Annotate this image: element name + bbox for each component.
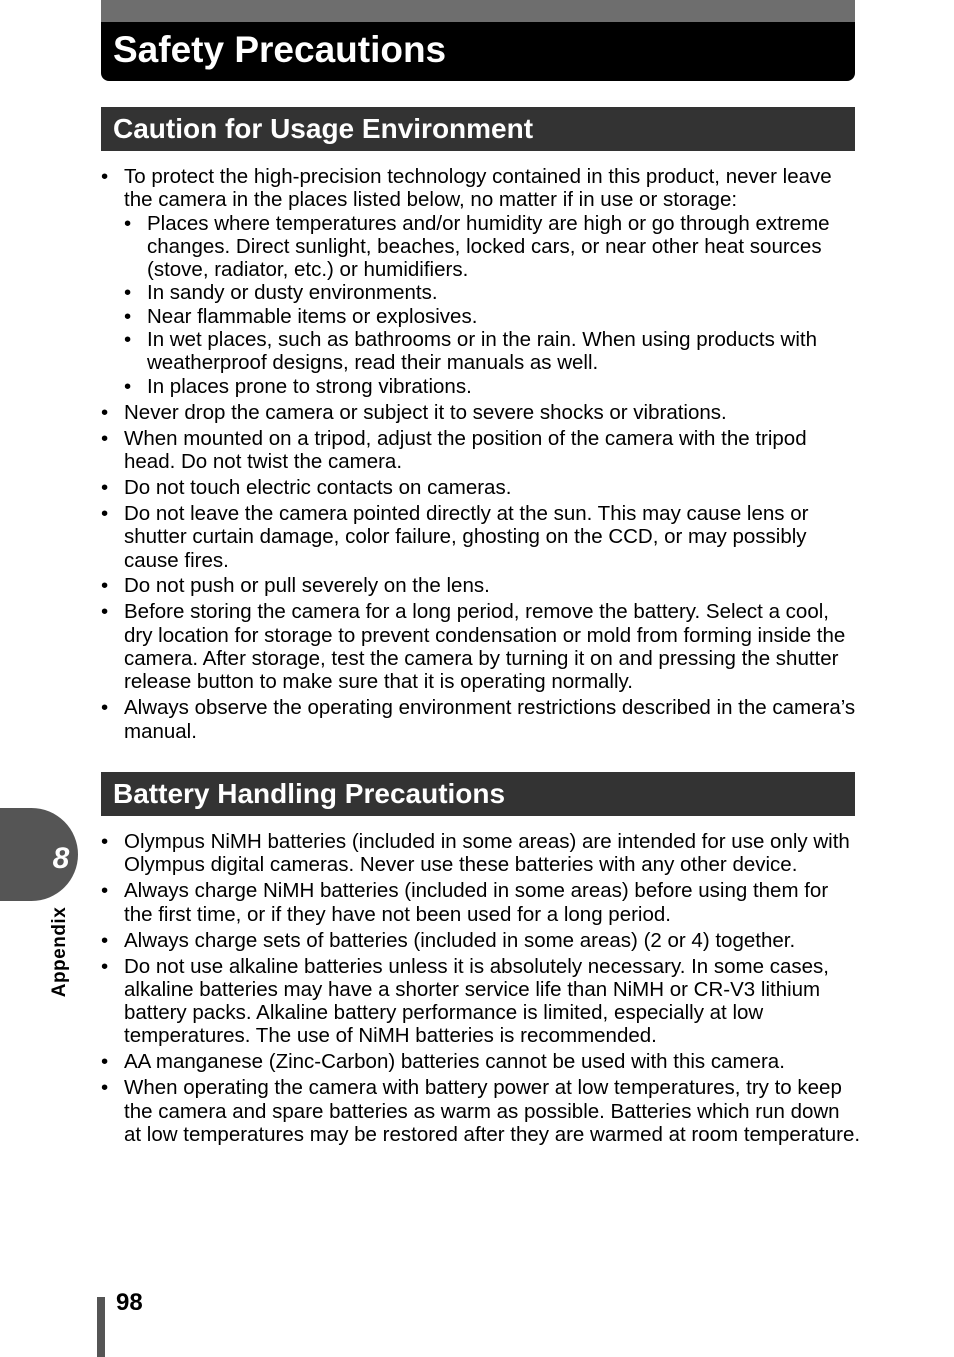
page-number-bar [97,1297,105,1357]
list-item: • Never drop the camera or subject it to severe shocks or vibrations. [101,401,861,424]
list-item: • Before storing the camera for a long period, remove the battery. Select a cool, dry location for storage to prevent condensation or mold from forming inside the camera. After storage, test the camera by turning it on and pressing the shutter release button to make sure that it is operating normally. [101,600,861,693]
list-item: • Always observe the operating environment restrictions described in the camera’s manual. [101,696,861,743]
list-item: • AA manganese (Zinc-Carbon) batteries cannot be used with this camera. [101,1050,861,1073]
list-item: • Always charge sets of batteries (included in some areas) (2 or 4) together. [101,929,861,952]
list-item: • Do not push or pull severely on the lens. [101,574,861,597]
list-item: • Do not touch electric contacts on cameras. [101,476,861,499]
list-item: • Do not leave the camera pointed directly at the sun. This may cause lens or shutter curtain damage, color failure, ghosting on the CCD, or may possibly cause fires. [101,502,861,572]
section-header-battery-handling [101,772,855,816]
chapter-number: 8 [52,842,70,875]
battery-handling-list [101,830,861,1149]
sub-list-item: • Near flammable items or explosives. [124,305,861,328]
page-title: Safety Precautions [113,29,447,70]
list-item: • When operating the camera with battery power at low temperatures, try to keep the camera and spare batteries as warm as possible. Batteries which run down at low temperatures may be restored after they are warmed at room temperature. [101,1076,861,1146]
chapter-label: Appendix [49,906,70,998]
sub-list-item: • In places prone to strong vibrations. [124,375,861,398]
sub-list-item: • In wet places, such as bathrooms or in the rain. When using products with weatherproof designs, read their manuals as well. [124,328,861,375]
list-item: • When mounted on a tripod, adjust the position of the camera with the tripod head. Do not twist the camera. [101,427,861,474]
section-heading: Caution for Usage Environment [113,113,534,144]
section-heading: Battery Handling Precautions [113,778,506,809]
list-item: • Always charge NiMH batteries (included in some areas) before using them for the first time, or if they have not been used for a long period. [101,879,861,926]
list-item: • To protect the high-precision technology contained in this product, never leave the camera in the places listed below, no matter if in use or storage: • Places where temperatures and/or humidity are high or go through extreme changes. Direct sunlight, beaches, locked cars, or near other heat sources (stove, radiator, etc.) or humidifiers. • In sandy or dusty environments. • Near flammable items or explosives. • In wet places, such as bathrooms or in the rain. When using products with weatherproof designs, read their manuals as well. • In places prone to strong vibrations. [101,165,861,398]
sub-list [124,212,861,398]
sub-list-item: • Places where temperatures and/or humidity are high or go through extreme changes. Direct sunlight, beaches, locked cars, or near other heat sources (stove, radiator, etc.) or humidifiers. [124,212,861,282]
title-top-strip [101,0,855,22]
sub-list-item: • In sandy or dusty environments. [124,281,861,304]
usage-environment-list [101,165,861,746]
list-item: • Olympus NiMH batteries (included in some areas) are intended for use only with Olympus digital cameras. Never use these batteries with any other device. [101,830,861,877]
page-number: 98 [116,1289,143,1316]
section-header-usage-environment [101,107,855,151]
title-bar [101,0,855,81]
list-item: • Do not use alkaline batteries unless it is absolutely necessary. In some cases, alkaline batteries may have a shorter service life than NiMH or CR-V3 lithium battery packs. Alkaline battery performance is limited, especially at low temperatures. The use of NiMH batteries is recommended. [101,955,861,1048]
